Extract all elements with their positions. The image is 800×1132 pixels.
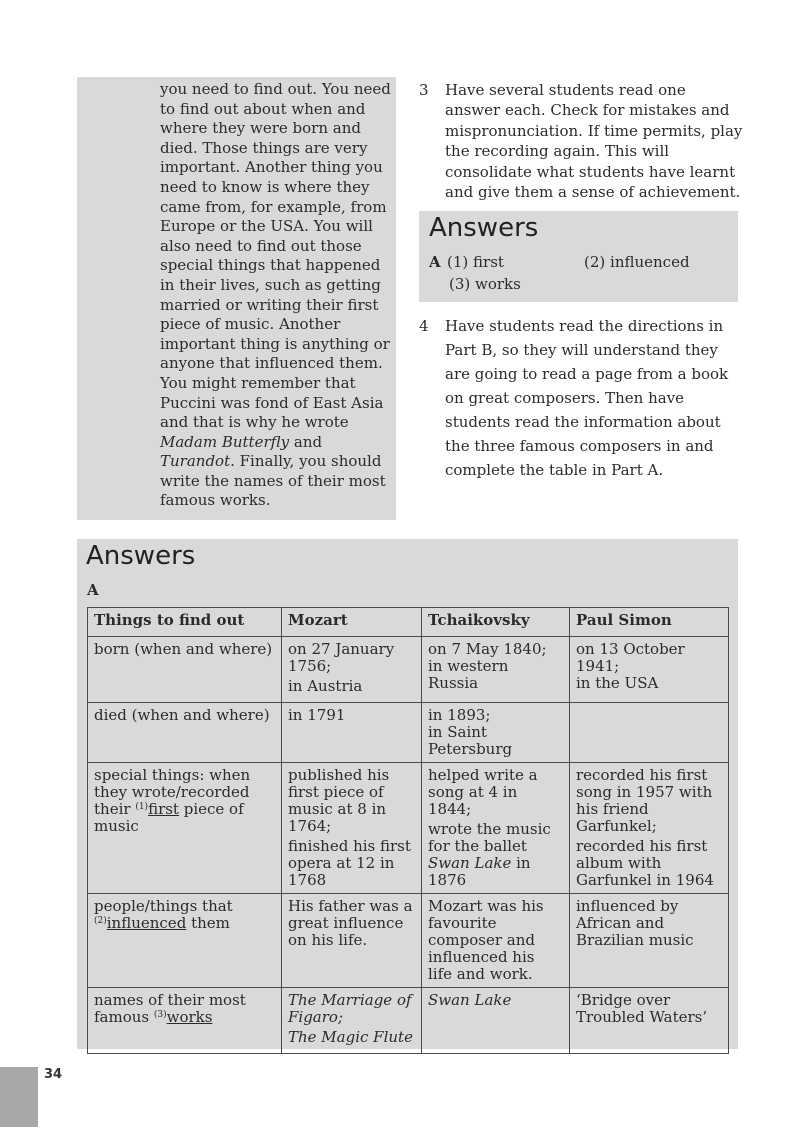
table-cell	[282, 988, 422, 1054]
table-cell	[570, 703, 729, 763]
cell-text: them	[186, 914, 230, 932]
table-cell	[282, 703, 422, 763]
page-number: 34	[44, 1067, 63, 1082]
script-box	[77, 77, 396, 520]
table-row	[88, 988, 729, 1054]
step-number: 3	[419, 81, 429, 99]
table-row	[88, 894, 729, 988]
cell-text: piece of music	[94, 800, 244, 835]
step-text: Have several students read one answer each. Check for mistakes and mispronunciation. If time permits, play the recording again. This will consolidate what students have learnt and give them a sense of achievement.	[445, 81, 743, 202]
table-cell: His father was a great influence on his life.	[282, 894, 422, 988]
cell-line: finished his first opera at 12 in 1768	[288, 837, 411, 889]
footnote-marker: (2)	[94, 916, 107, 926]
answers-box-small	[419, 211, 738, 302]
table-cell	[422, 637, 570, 703]
cell-work-title: The Magic Flute	[288, 1028, 413, 1046]
underlined-answer: influenced	[106, 914, 187, 932]
script-work-1: Madam Butterfly	[160, 432, 290, 451]
cell-line: published his first piece of music at 8 in 1764;	[288, 766, 390, 835]
cell-line: recorded his first song in 1957 with his friend Garfunkel;	[576, 766, 713, 835]
answers-box-table	[77, 539, 738, 1049]
script-paragraph	[160, 80, 392, 511]
table-cell	[282, 763, 422, 894]
table-cell: died (when and where)	[88, 703, 282, 763]
table-header: Things to find out	[88, 608, 282, 637]
table-cell	[282, 637, 422, 703]
table-cell	[88, 763, 282, 894]
script-and: and	[289, 432, 323, 451]
cell-text: in 1876	[428, 854, 531, 889]
cell-text: wrote the music for the ballet	[428, 820, 551, 855]
table-cell: ‘Bridge over Troubled Waters’	[570, 988, 729, 1054]
cell-line: recorded his first album with Garfunkel in 1964	[576, 837, 714, 889]
step-number: 4	[419, 317, 429, 335]
answers-heading: Answers	[429, 213, 539, 243]
table-header: Tchaikovsky	[422, 608, 570, 637]
page-edge-tab	[0, 1067, 38, 1127]
underlined-answer: first	[148, 800, 179, 818]
table-row	[88, 703, 729, 763]
table-row	[88, 763, 729, 894]
table-row	[88, 637, 729, 703]
table-cell	[422, 703, 570, 763]
script-text-ending: . Finally, you should write the names of their most famous works.	[160, 452, 386, 510]
answer-item-1: (1) first	[447, 253, 504, 271]
cell-line: in the USA	[576, 674, 659, 692]
footnote-marker: (3)	[153, 1010, 167, 1020]
cell-line: on 27 January 1756;	[288, 640, 395, 675]
cell-work-title: The Marriage of Figaro;	[288, 991, 412, 1026]
answer-item-2: (2) influenced	[584, 253, 690, 271]
cell-work-title: Swan Lake	[428, 991, 512, 1009]
script-work-2: Turandot	[160, 452, 231, 471]
answers-part-label: A	[429, 253, 441, 271]
cell-work-title: Swan Lake	[428, 854, 512, 872]
cell-text: people/things that	[94, 897, 233, 915]
cell-line	[428, 821, 563, 889]
table-cell: born (when and where)	[88, 637, 282, 703]
answer-table	[87, 607, 729, 1054]
cell-line: on 13 October 1941;	[576, 640, 685, 675]
table-cell	[422, 763, 570, 894]
table-cell	[570, 637, 729, 703]
table-cell: Mozart was his favourite composer and influenced his life and work.	[422, 894, 570, 988]
table-cell	[570, 763, 729, 894]
table-header: Paul Simon	[570, 608, 729, 637]
table-header: Mozart	[282, 608, 422, 637]
table-cell	[88, 894, 282, 988]
footnote-marker: (1)	[135, 802, 149, 812]
table-cell: influenced by African and Brazilian music	[570, 894, 729, 988]
table-cell	[422, 988, 570, 1054]
table-header-row	[88, 608, 729, 637]
answer-item-3: (3) works	[449, 275, 521, 293]
underlined-answer: works	[166, 1008, 213, 1026]
cell-line: in western Russia	[428, 657, 509, 692]
cell-line: in Saint Petersburg	[428, 723, 513, 758]
script-text-main: you need to find out. You need to find out about when and where they were born and died. Those things are very important. Another thing you need to know is where they came from, for example, from Europe or the USA. You will also need to find out those special things that happened in their lives, such as getting married or writing their first piece of music. Another important thing is anything or anyone that influenced them. You might remember that Puccini was fond of East Asia and that is why he wrote	[160, 80, 391, 432]
cell-line: on 7 May 1840;	[428, 640, 547, 658]
cell-line: in 1893;	[428, 706, 491, 724]
cell-text: special things: when they wrote/recorded their	[94, 766, 251, 818]
cell-line: in Austria	[288, 677, 363, 695]
answers-heading: Answers	[86, 541, 196, 571]
cell-line: in 1791	[288, 706, 346, 724]
cell-text: names of their most famous	[94, 991, 246, 1026]
cell-line: helped write a song at 4 in 1844;	[428, 766, 538, 818]
table-cell	[88, 988, 282, 1054]
step-text: Have students read the directions in Part B, so they will understand they are going to read a page from a book on great composers. Then have students read the information about the three famous composers in and complete the table in Part A.	[445, 317, 729, 479]
answers-part-label: A	[87, 581, 99, 599]
